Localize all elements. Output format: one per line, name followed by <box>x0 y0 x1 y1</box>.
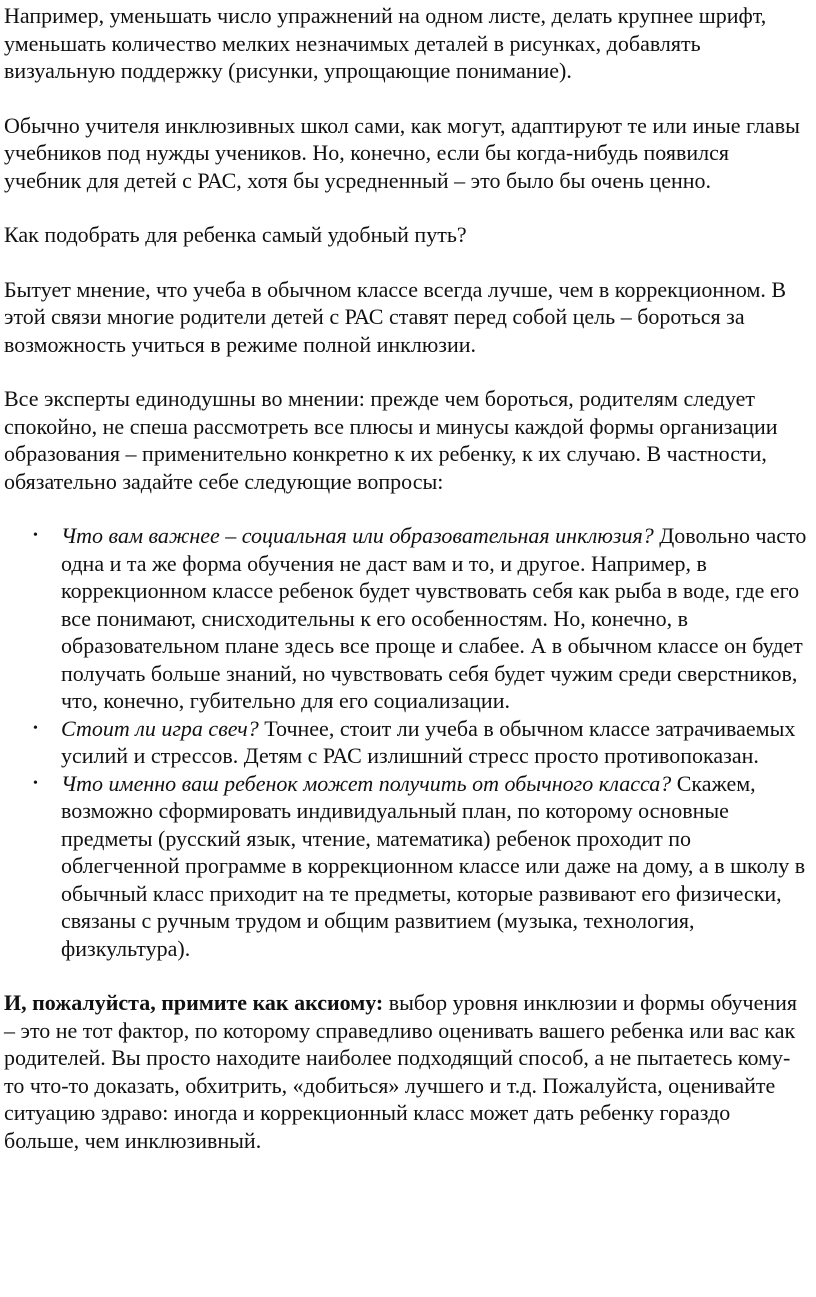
list-item-answer: Довольно часто одна и та же форма обучения не даст вам и то, и другое. Например, в коррекционном классе ребенок будет чувствовать себя как рыба в воде, где его все понимают, снисходительны к его особенностям. Но, конечно, в образовательном плане здесь все проще и слабее. А в обычном классе он будет получать больше знаний, но чувствовать себя будет чужим среди сверстников, что, конечно, губительно для его социализации. <box>61 523 807 713</box>
questions-list <box>4 522 808 962</box>
list-item <box>4 770 808 963</box>
paragraph-adaptation-examples: Например, уменьшать число упражнений на одном листе, делать крупнее шрифт, уменьшать количество мелких незначимых деталей в рисунках, добавлять визуальную поддержку (рисунки, упрощающие понимание). <box>4 3 767 83</box>
list-item-answer: Точнее, стоит ли учеба в обычном классе затрачиваемых усилий и стрессов. Детям с РАС излишний стресс просто противопоказан. <box>61 715 796 768</box>
paragraph-teachers-adapt: Обычно учителя инклюзивных школ сами, как могут, адаптируют те или иные главы учебников под нужды учеников. Но, конечно, если бы когда-нибудь появился учебник для детей с РАС, хотя бы усредненный – это было бы очень ценно. <box>4 112 800 193</box>
bullet-icon: • <box>33 528 38 543</box>
list-item-question: Стоит ли игра свеч? <box>61 715 259 741</box>
section-question-heading: Как подобрать для ребенка самый удобный путь? <box>4 222 467 247</box>
list-item <box>4 522 808 715</box>
paragraph-common-opinion: Бытует мнение, что учеба в обычном классе всегда лучше, чем в коррекционном. В этой связи многие родители детей с РАС ставят перед собой цель – бороться за возможность учиться в режиме полной инклюзии. <box>4 276 787 357</box>
paragraph-experts-advice: Все эксперты единодушны во мнении: прежде чем бороться, родителям следует спокойно, не спеша рассмотреть все плюсы и минусы каждой формы организации образования – применительно конкретно к их ребенку, к их случаю. В частности, обязательно задайте себе следующие вопросы: <box>4 386 778 494</box>
closing-lead: И, пожалуйста, примите как аксиому: <box>4 990 384 1015</box>
list-item-answer: Скажем, возможно сформировать индивидуальный план, по которому основные предметы (русский язык, чтение, математика) ребенок проходит по облегченной программе в коррекционном классе или даже на дому, а в школу в обычный класс приходит на те предметы, которые развивают его физически, связаны с ручным трудом и общим развитием (музыка, технология, физкультура). <box>61 770 806 961</box>
list-item-question: Что вам важнее – социальная или образовательная инклюзия? <box>61 523 654 548</box>
bullet-icon: • <box>33 720 38 736</box>
list-item-question: Что именно ваш ребенок может получить от обычного класса? <box>61 770 672 796</box>
paragraph-closing <box>4 989 808 1154</box>
list-item <box>4 715 808 770</box>
closing-text: выбор уровня инклюзии и формы обучения – это не тот фактор, по которому справедливо оценивать вашего ребенка или вас как родителей. Вы просто находите наиболее подходящий способ, а не пытаетесь кому-то что-то доказать, обхитрить, «добиться» лучшего и т.д. Пожалуйста, оценивайте ситуацию здраво: иногда и коррекционный класс может дать ребенку гораздо больше, чем инклюзивный. <box>4 990 798 1153</box>
bullet-icon: • <box>33 775 38 791</box>
